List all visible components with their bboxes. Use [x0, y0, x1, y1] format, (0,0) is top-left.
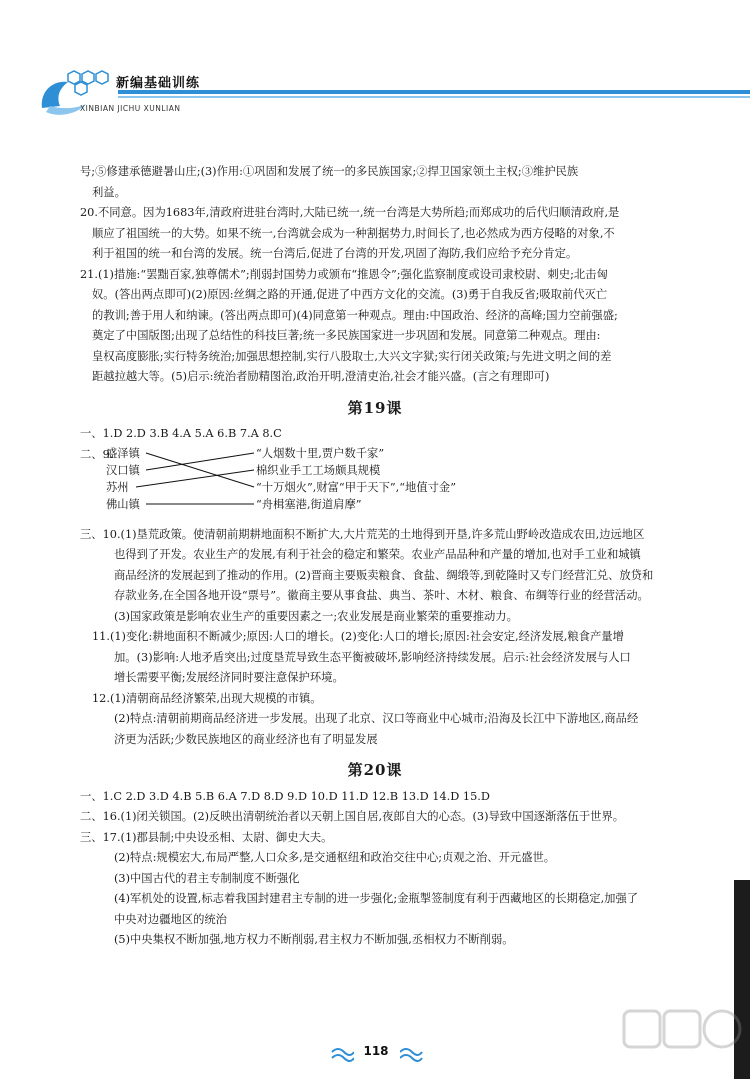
brand-subtitle: XINBIAN JICHU XUNLIAN — [80, 104, 181, 113]
header-bar-accent — [118, 96, 750, 98]
matching-right-item: “舟楫塞港,街道肩摩” — [256, 497, 362, 511]
answer-line: 号;⑤修建承德避暑山庄;(3)作用:①巩固和发展了统一的多民族国家;②捍卫国家领土主权;③维护民族 — [80, 165, 579, 178]
matching-left-item: 盛泽镇 — [106, 446, 140, 460]
page-footer — [330, 1044, 420, 1064]
answer-line: 11.(1)变化:耕地面积不断减少;原因:人口的增长。(2)变化:人口的增长;原因:社会安定,经济发展,粮食产量增 — [92, 630, 624, 643]
watermark-logo-icon — [620, 1005, 745, 1075]
matching-left-item: 苏州 — [106, 480, 129, 494]
answer-line: 皇权高度膨胀;实行特务统治;加强思想控制,实行八股取士,大兴文字狱;实行闭关政策;与先进文明之间的差 — [92, 349, 612, 363]
answer-line: 顺应了祖国统一的大势。如果不统一,台湾就会成为一种割据势力,时间长了,也必然成为西方侵略的对象,不 — [92, 226, 615, 240]
match-line — [146, 453, 254, 470]
answer-line: 加。(3)影响:人地矛盾突出;过度垦荒导致生态平衡被破坏,影响经济持续发展。启示:社会经济发展与人口 — [114, 650, 631, 664]
wave-right-icon — [400, 1044, 424, 1064]
answer-line: 奴。(答出两点即可)(2)原因:丝绸之路的开通,促进了中西方文化的交流。(3)勇于自我反省;吸取前代灭亡 — [92, 288, 608, 301]
matching-question — [80, 445, 670, 525]
matching-diagram — [106, 445, 670, 525]
match-line — [136, 470, 254, 487]
answer-line: 商品经济的发展起到了推动的作用。(2)晋商主要贩卖粮食、食盐、绸缎等,到乾隆时又专门经营汇兑、放贷和 — [114, 568, 654, 582]
matching-right-item: 棉织业手工工场颇具规模 — [256, 463, 381, 477]
lesson-title: 第19课 — [347, 398, 403, 417]
answer-line: 三、17.(1)郡县制;中央设丞相、太尉、御史大夫。 — [80, 830, 333, 844]
answer-line: 济更为活跃;少数民族地区的商业经济也有了明显发展 — [114, 732, 378, 746]
answer-line: 存款业务,在全国各地开设“票号”。徽商主要从事食盐、典当、茶叶、木材、粮食、布绸等行业的经营活动。 — [114, 589, 649, 602]
answer-line: (3)中国古代的君主专制制度不断强化 — [114, 871, 300, 885]
answer-line: (4)军机处的设置,标志着我国封建君主专制的进一步强化;金瓶掣签制度有利于西藏地区的长期稳定,加强了 — [114, 892, 639, 905]
mc-answers: 一、1.C 2.D 3.D 4.B 5.B 6.A 7.D 8.D 9.D 10.D 11.D 12.B 13.D 14.D 15.D — [80, 789, 490, 803]
answer-line: 21.(1)措施:“罢黜百家,独尊儒术”;削弱封国势力或颁布“推恩令”;强化监察制度或设司隶校尉、刺史;北击匈 — [80, 267, 608, 281]
answer-line: (3)国家政策是影响农业生产的重要因素之一;农业发展是商业繁荣的重要推动力。 — [114, 609, 518, 623]
matching-left-item: 佛山镇 — [106, 497, 140, 511]
answer-line: 12.(1)清朝商品经济繁荣,出现大规模的市镇。 — [92, 691, 322, 705]
answer-line: 的教训;善于用人和纳谏。(答出两点即可)(4)同意第一种观点。理由:中国政治、经济的高峰;国力空前强盛; — [92, 308, 618, 322]
answer-line: 中央对边疆地区的统治 — [114, 912, 227, 926]
answer-line: 距越拉越大等。(5)启示:统治者励精图治,政治开明,澄清吏治,社会才能兴盛。(言之有理即可) — [92, 370, 550, 383]
matching-lines — [106, 445, 266, 517]
answer-line: 增长需要平衡;发展经济同时要注意保护环境。 — [114, 671, 344, 684]
matching-right-column — [256, 445, 456, 513]
page-number: 118 — [363, 1044, 389, 1058]
match-line — [146, 453, 254, 487]
answer-line: 三、10.(1)垦荒政策。使清朝前期耕地面积不断扩大,大片荒芜的土地得到开垦,许多荒山野岭改造成农田,边远地区 — [80, 527, 645, 541]
lesson-title: 第20课 — [347, 761, 403, 779]
answer-line: 利益。 — [92, 185, 126, 199]
matching-right-item: “人烟数十里,贾户数千家” — [256, 446, 385, 460]
answer-line: 20.不同意。因为1683年,清政府进驻台湾时,大陆已统一,统一台湾是大势所趋;而郑成功的后代归顺清政府,是 — [80, 206, 620, 219]
answer-content — [80, 162, 670, 951]
answer-line: 也得到了开发。农业生产的发展,有利于社会的稳定和繁荣。农业产品品种和产量的增加,也对手工业和城镇 — [114, 548, 641, 561]
mc-answers: 一、1.D 2.D 3.B 4.A 5.A 6.B 7.A 8.C — [80, 427, 282, 440]
page-header — [38, 68, 750, 118]
answer-line: (2)特点:规模宏大,布局严整,人口众多,是交通枢纽和政治交往中心;贞观之治、开元盛世。 — [114, 851, 556, 864]
header-bar — [118, 90, 750, 94]
brand-title: 新编基础训练 — [116, 76, 201, 91]
answer-line: (5)中央集权不断加强,地方权力不断削弱,君主权力不断加强,丞相权力不断削弱。 — [114, 933, 514, 946]
answer-line: 奠定了中国版图;出现了总结性的科技巨著;统一多民族国家进一步巩固和发展。同意第二种观点。理由: — [92, 329, 601, 342]
question-number: 二、9. — [80, 447, 114, 461]
answer-line: 利于祖国的统一和台湾的发展。统一台湾后,促进了台湾的开发,巩固了海防,我们应给予充分肯定。 — [92, 247, 578, 260]
matching-right-item: “十万烟火”,财富“甲于天下”,“地值寸金” — [256, 480, 456, 494]
answer-line: 二、16.(1)闭关锁国。(2)反映出清朝统治者以天朝上国自居,夜郎自大的心态。(3)导致中国逐渐落伍于世界。 — [80, 810, 625, 823]
matching-left-item: 汉口镇 — [106, 463, 140, 477]
answer-line: (2)特点:清朝前期商品经济进一步发展。出现了北京、汉口等商业中心城市;沿海及长江中下游地区,商品经 — [114, 712, 639, 725]
